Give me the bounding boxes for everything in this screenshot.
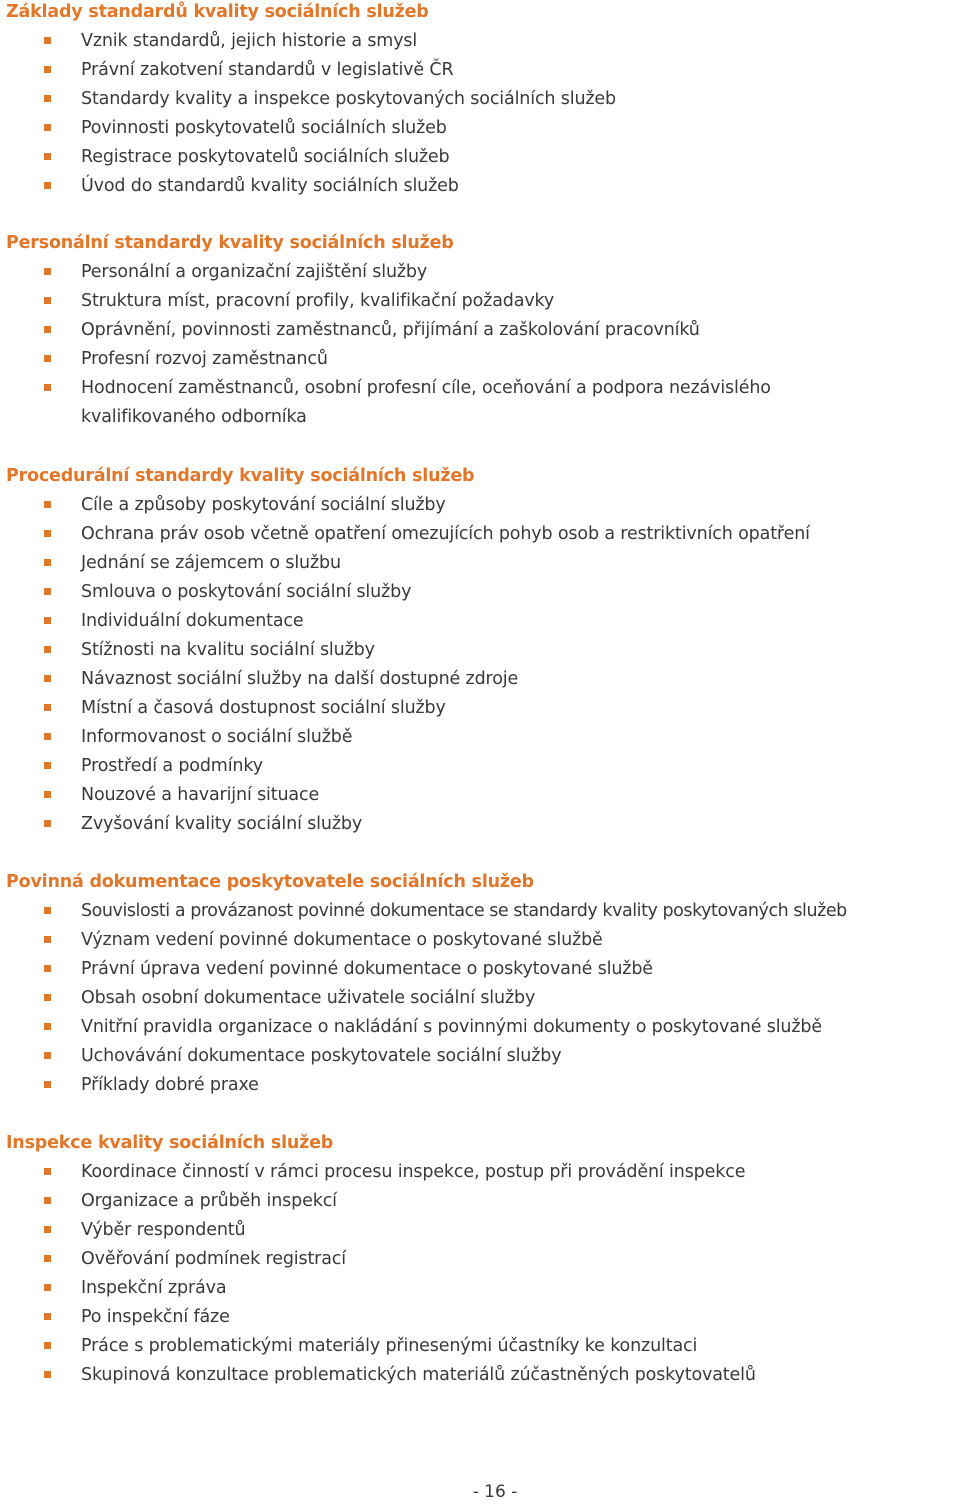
square-bullet-icon (44, 297, 51, 304)
list-item (0, 897, 960, 926)
square-bullet-icon (44, 1081, 51, 1088)
list-item (0, 1071, 960, 1100)
list-item (0, 27, 960, 56)
list-item-text: Standardy kvality a inspekce poskytovaných sociálních služeb (81, 89, 616, 109)
list-item-text: Profesní rozvoj zaměstnanců (81, 349, 328, 369)
list-item-text: Individuální dokumentace (81, 611, 304, 631)
list-item (0, 694, 960, 723)
square-bullet-icon (44, 791, 51, 798)
list-item-text: Po inspekční fáze (81, 1307, 230, 1327)
list-item-text: Stížnosti na kvalitu sociální služby (81, 640, 375, 660)
square-bullet-icon (44, 1284, 51, 1291)
list-item-text: Skupinová konzultace problematických materiálů zúčastněných poskytovatelů (81, 1365, 756, 1385)
square-bullet-icon (44, 675, 51, 682)
list-item (0, 984, 960, 1013)
square-bullet-icon (44, 733, 51, 740)
square-bullet-icon (44, 1371, 51, 1378)
section-heading: Povinná dokumentace poskytovatele sociálních služeb (6, 872, 534, 892)
square-bullet-icon (44, 384, 51, 391)
list-item-text: Práce s problematickými materiály přinesenými účastníky ke konzultaci (81, 1336, 698, 1356)
square-bullet-icon (44, 965, 51, 972)
square-bullet-icon (44, 820, 51, 827)
list-item (0, 752, 960, 781)
list-item-text: Nouzové a havarijní situace (81, 785, 320, 805)
section-heading: Personální standardy kvality sociálních služeb (6, 233, 454, 253)
list-item (0, 578, 960, 607)
square-bullet-icon (44, 182, 51, 189)
square-bullet-icon (44, 704, 51, 711)
square-bullet-icon (44, 95, 51, 102)
list-item-text: Vnitřní pravidla organizace o nakládání s povinnými dokumenty o poskytované službě (81, 1017, 822, 1037)
list-item-text: Smlouva o poskytování sociální služby (81, 582, 412, 602)
list-item-text: Registrace poskytovatelů sociálních služeb (81, 147, 450, 167)
list-item-text: Výběr respondentů (81, 1220, 246, 1240)
square-bullet-icon (44, 646, 51, 653)
list-item (0, 258, 960, 287)
list-item (0, 955, 960, 984)
square-bullet-icon (44, 1313, 51, 1320)
list-item (0, 316, 960, 345)
list-item-text: Koordinace činností v rámci procesu inspekce, postup při provádění inspekce (81, 1162, 746, 1182)
list-item (0, 1361, 960, 1390)
list-item-text: Ověřování podmínek registrací (81, 1249, 346, 1269)
list-item-text: Právní úprava vedení povinné dokumentace o poskytované službě (81, 959, 653, 979)
list-item-text: Příklady dobré praxe (81, 1075, 259, 1095)
square-bullet-icon (44, 762, 51, 769)
list-item (0, 56, 960, 85)
list-item (0, 1187, 960, 1216)
square-bullet-icon (44, 37, 51, 44)
square-bullet-icon (44, 617, 51, 624)
square-bullet-icon (44, 588, 51, 595)
square-bullet-icon (44, 1226, 51, 1233)
list-item (0, 926, 960, 955)
list-item (0, 1158, 960, 1187)
list-item (0, 549, 960, 578)
list-item-text: Význam vedení povinné dokumentace o poskytované službě (81, 930, 603, 950)
list-item-text: Úvod do standardů kvality sociálních služeb (81, 176, 459, 196)
list-item-text: Inspekční zpráva (81, 1278, 227, 1298)
list-item-text: Informovanost o sociální službě (81, 727, 353, 747)
list-item-text: Jednání se zájemcem o službu (81, 553, 341, 573)
list-item (0, 1274, 960, 1303)
list-item (0, 781, 960, 810)
list-item (0, 287, 960, 316)
list-item-text: Prostředí a podmínky (81, 756, 263, 776)
list-item-text: Souvislosti a provázanost povinné dokumentace se standardy kvality poskytovaných služeb (81, 901, 847, 921)
list-item (0, 665, 960, 694)
list-item (0, 114, 960, 143)
section-heading: Inspekce kvality sociálních služeb (6, 1133, 334, 1153)
list-item (0, 1216, 960, 1245)
list-item (0, 1013, 960, 1042)
list-item-text: Hodnocení zaměstnanců, osobní profesní cíle, oceňování a podpora nezávislého kvalifikovaného odborníka (81, 378, 771, 427)
square-bullet-icon (44, 268, 51, 275)
square-bullet-icon (44, 501, 51, 508)
square-bullet-icon (44, 530, 51, 537)
list-item-text: Povinnosti poskytovatelů sociálních služeb (81, 118, 447, 138)
list-item-text: Obsah osobní dokumentace uživatele sociální služby (81, 988, 536, 1008)
list-item-text: Struktura míst, pracovní profily, kvalifikační požadavky (81, 291, 555, 311)
list-item (0, 491, 960, 520)
section-heading: Základy standardů kvality sociálních služeb (6, 2, 429, 22)
list-item-text: Zvyšování kvality sociální služby (81, 814, 363, 834)
list-item (0, 1042, 960, 1071)
list-item (0, 607, 960, 636)
list-item-text: Oprávnění, povinnosti zaměstnanců, přijímání a zaškolování pracovníků (81, 320, 700, 340)
list-item-text: Návaznost sociální služby na další dostupné zdroje (81, 669, 519, 689)
list-item-text: Personální a organizační zajištění služby (81, 262, 428, 282)
list-item (0, 1245, 960, 1274)
square-bullet-icon (44, 153, 51, 160)
section-heading: Procedurální standardy kvality sociálních služeb (6, 466, 475, 486)
square-bullet-icon (44, 1052, 51, 1059)
list-item (0, 143, 960, 172)
list-item (0, 172, 960, 201)
square-bullet-icon (44, 994, 51, 1001)
list-item-text: Místní a časová dostupnost sociální služby (81, 698, 446, 718)
square-bullet-icon (44, 1023, 51, 1030)
square-bullet-icon (44, 1197, 51, 1204)
page-number: - 16 - (472, 1482, 518, 1502)
list-item-text: Organizace a průběh inspekcí (81, 1191, 337, 1211)
list-item-text: Uchovávání dokumentace poskytovatele sociální služby (81, 1046, 562, 1066)
square-bullet-icon (44, 326, 51, 333)
square-bullet-icon (44, 1168, 51, 1175)
square-bullet-icon (44, 907, 51, 914)
list-item (0, 520, 960, 549)
list-item (0, 345, 960, 374)
list-item (0, 1303, 960, 1332)
square-bullet-icon (44, 66, 51, 73)
list-item (0, 636, 960, 665)
list-item-text: Právní zakotvení standardů v legislativě ČR (81, 60, 454, 80)
list-item-text: Cíle a způsoby poskytování sociální služby (81, 495, 446, 515)
square-bullet-icon (44, 1255, 51, 1262)
list-item-text: Vznik standardů, jejich historie a smysl (81, 31, 418, 51)
square-bullet-icon (44, 936, 51, 943)
square-bullet-icon (44, 124, 51, 131)
list-item (0, 85, 960, 114)
square-bullet-icon (44, 355, 51, 362)
list-item (0, 374, 960, 432)
square-bullet-icon (44, 559, 51, 566)
list-item (0, 723, 960, 752)
square-bullet-icon (44, 1342, 51, 1349)
list-item-text: Ochrana práv osob včetně opatření omezujících pohyb osob a restriktivních opatření (81, 524, 810, 544)
list-item (0, 1332, 960, 1361)
list-item (0, 810, 960, 839)
